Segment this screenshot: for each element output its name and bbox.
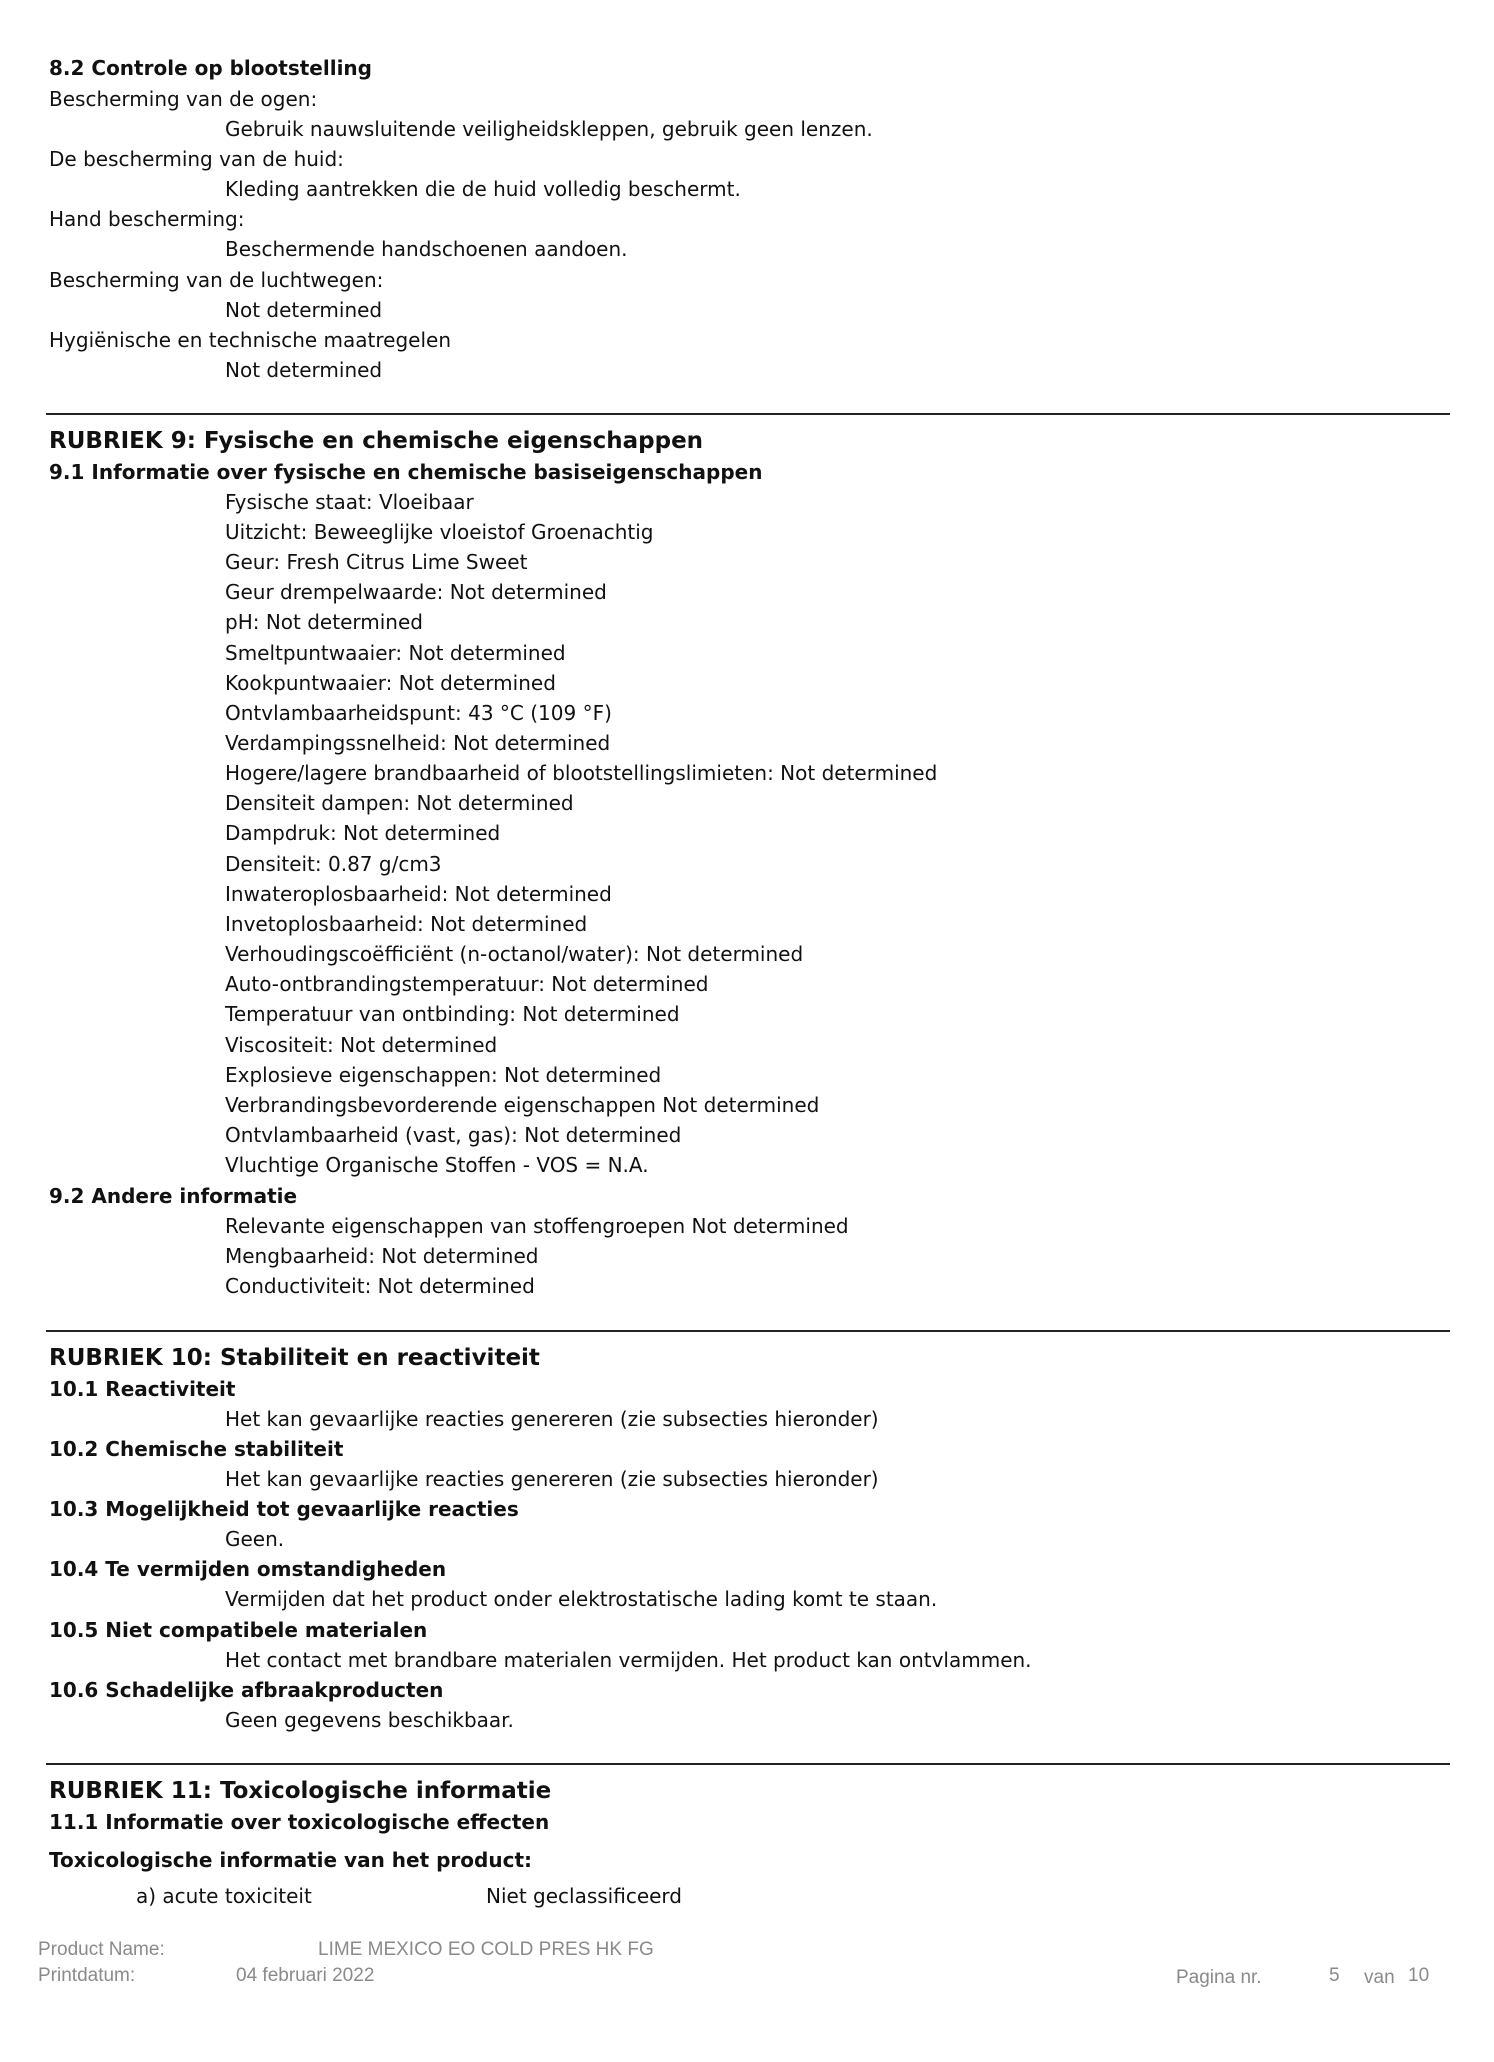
section-divider — [46, 1763, 1450, 1765]
footer-page-number: 5 — [1329, 1965, 1340, 1986]
item-label: Hygiënische en technische maatregelen — [49, 328, 452, 352]
property-line: Geur drempelwaarde: Not determined — [225, 580, 607, 604]
property-line: Ontvlambaarheid (vast, gas): Not determined — [225, 1123, 682, 1147]
item-value: Not determined — [225, 298, 383, 322]
property-line: Hogere/lagere brandbaarheid of blootstellingslimieten: Not determined — [225, 761, 938, 785]
property-line: Temperatuur van ontbinding: Not determined — [225, 1002, 680, 1026]
subsection-text: Het kan gevaarlijke reacties genereren (zie subsecties hieronder) — [225, 1467, 879, 1491]
footer-print-label: Printdatum: — [38, 1965, 136, 1986]
subsection-text: Het contact met brandbare materialen vermijden. Het product kan ontvlammen. — [225, 1648, 1032, 1672]
subsection-title: 10.3 Mogelijkheid tot gevaarlijke reacties — [49, 1497, 519, 1521]
property-line: Viscositeit: Not determined — [225, 1033, 498, 1057]
property-line: Uitzicht: Beweeglijke vloeistof Groenachtig — [225, 520, 654, 544]
toxicity-label: a) acute toxiciteit — [136, 1884, 312, 1908]
footer-page-total: 10 — [1408, 1965, 1430, 1986]
footer-page-of: van — [1364, 1967, 1395, 1988]
section-11-1-title: 11.1 Informatie over toxicologische effecten — [49, 1810, 550, 1834]
property-line: Kookpuntwaaier: Not determined — [225, 671, 556, 695]
property-line: Dampdruk: Not determined — [225, 821, 501, 845]
property-line: Geur: Fresh Citrus Lime Sweet — [225, 550, 528, 574]
item-label: De bescherming van de huid: — [49, 147, 344, 171]
subsection-text: Het kan gevaarlijke reacties genereren (zie subsecties hieronder) — [225, 1407, 879, 1431]
property-line: pH: Not determined — [225, 610, 423, 634]
subsection-title: 10.5 Niet compatibele materialen — [49, 1618, 428, 1642]
property-line: Verhoudingscoëfficiënt (n-octanol/water): Not determined — [225, 942, 804, 966]
other-info-line: Mengbaarheid: Not determined — [225, 1244, 539, 1268]
section-9-heading: RUBRIEK 9: Fysische en chemische eigenschappen — [49, 428, 704, 454]
property-line: Invetoplosbaarheid: Not determined — [225, 912, 588, 936]
item-value: Not determined — [225, 358, 383, 382]
subsection-title: 10.2 Chemische stabiliteit — [49, 1437, 344, 1461]
footer-print-date: 04 februari 2022 — [236, 1965, 375, 1986]
item-value: Beschermende handschoenen aandoen. — [225, 237, 628, 261]
subsection-title: 10.1 Reactiviteit — [49, 1377, 236, 1401]
property-line: Verbrandingsbevorderende eigenschappen Not determined — [225, 1093, 820, 1117]
item-label: Bescherming van de ogen: — [49, 87, 318, 111]
toxicology-subtitle: Toxicologische informatie van het product: — [49, 1848, 532, 1872]
footer-page-label: Pagina nr. — [1176, 1967, 1262, 1988]
property-line: Ontvlambaarheidspunt: 43 °C (109 °F) — [225, 701, 612, 725]
section-11-heading: RUBRIEK 11: Toxicologische informatie — [49, 1778, 552, 1804]
section-8-2-title: 8.2 Controle op blootstelling — [49, 56, 372, 80]
subsection-text: Geen. — [225, 1527, 285, 1551]
item-label: Hand bescherming: — [49, 207, 245, 231]
subsection-title: 10.6 Schadelijke afbraakproducten — [49, 1678, 444, 1702]
subsection-text: Geen gegevens beschikbaar. — [225, 1708, 514, 1732]
section-10-heading: RUBRIEK 10: Stabiliteit en reactiviteit — [49, 1345, 540, 1371]
property-line: Inwateroplosbaarheid: Not determined — [225, 882, 612, 906]
toxicity-value: Niet geclassificeerd — [486, 1884, 682, 1908]
item-label: Bescherming van de luchtwegen: — [49, 268, 384, 292]
section-9-2-title: 9.2 Andere informatie — [49, 1184, 298, 1208]
other-info-line: Conductiviteit: Not determined — [225, 1274, 535, 1298]
section-divider — [46, 1330, 1450, 1332]
footer-product-label: Product Name: — [38, 1939, 165, 1960]
property-line: Fysische staat: Vloeibaar — [225, 490, 474, 514]
property-line: Explosieve eigenschappen: Not determined — [225, 1063, 662, 1087]
property-line: Vluchtige Organische Stoffen - VOS = N.A. — [225, 1153, 649, 1177]
footer-product-name: LIME MEXICO EO COLD PRES HK FG — [318, 1939, 654, 1960]
property-line: Auto-ontbrandingstemperatuur: Not determined — [225, 972, 709, 996]
section-divider — [46, 413, 1450, 415]
section-9-1-title: 9.1 Informatie over fysische en chemische basiseigenschappen — [49, 460, 763, 484]
subsection-text: Vermijden dat het product onder elektrostatische lading komt te staan. — [225, 1587, 938, 1611]
subsection-title: 10.4 Te vermijden omstandigheden — [49, 1557, 447, 1581]
property-line: Densiteit dampen: Not determined — [225, 791, 574, 815]
other-info-line: Relevante eigenschappen van stoffengroepen Not determined — [225, 1214, 849, 1238]
property-line: Smeltpuntwaaier: Not determined — [225, 641, 566, 665]
item-value: Gebruik nauwsluitende veiligheidskleppen, gebruik geen lenzen. — [225, 117, 873, 141]
property-line: Densiteit: 0.87 g/cm3 — [225, 852, 442, 876]
property-line: Verdampingssnelheid: Not determined — [225, 731, 611, 755]
item-value: Kleding aantrekken die de huid volledig beschermt. — [225, 177, 741, 201]
